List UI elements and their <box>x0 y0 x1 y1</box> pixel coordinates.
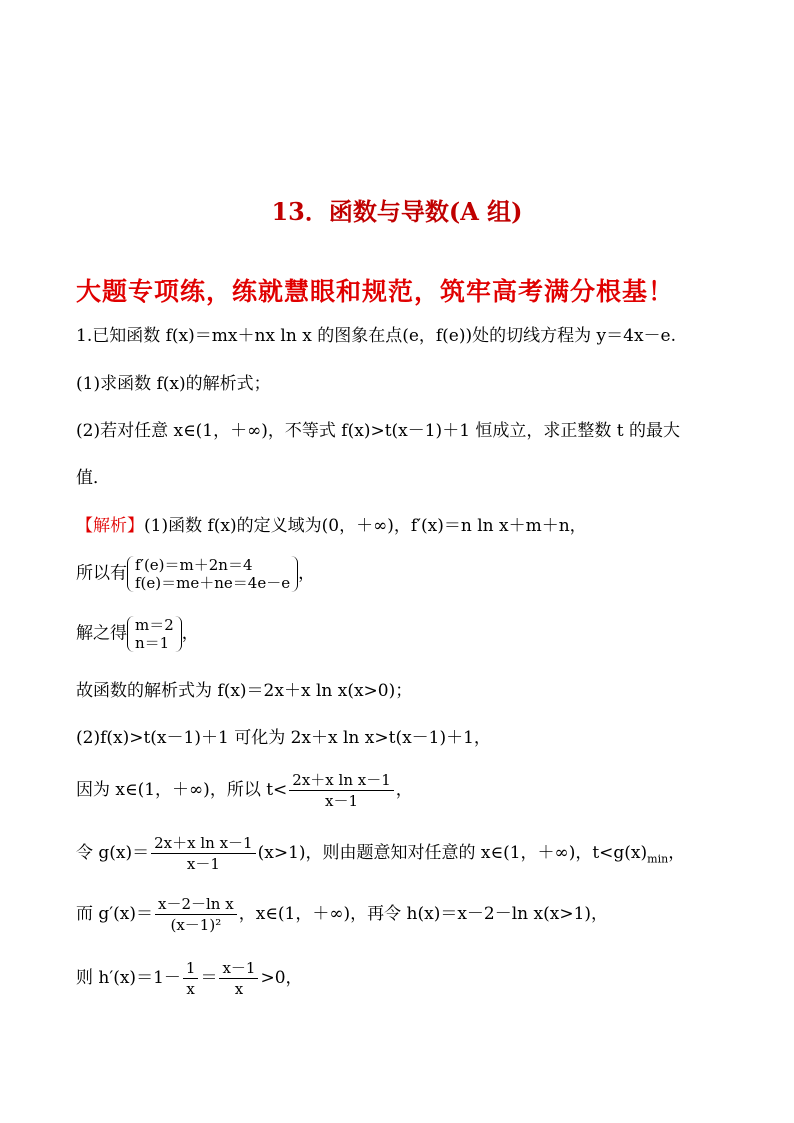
solution-text: ＝ <box>200 968 218 988</box>
solution-text: ， <box>395 780 413 800</box>
fraction <box>151 833 255 874</box>
solution-text: ， <box>668 843 686 863</box>
equation: f(e)＝me＋ne＝4e－e <box>135 574 291 592</box>
brace <box>175 616 182 652</box>
solution-text: 则 h′(x)＝1－ <box>76 968 181 988</box>
numerator: 1 <box>183 958 199 979</box>
solution-line-5: (2)f(x)>t(x－1)＋1 可化为 2x＋x ln x>t(x－1)＋1， <box>76 728 491 748</box>
solution-text: 所以有 <box>76 563 127 584</box>
equation: m＝2 <box>135 616 174 634</box>
solution-line-2 <box>76 556 315 592</box>
solution-text: ， <box>181 623 199 644</box>
equation-system <box>127 616 182 652</box>
numerator: x－1 <box>219 958 258 979</box>
solution-text: (x>1)，则由题意知对任意的 x∈(1，＋∞)，t<g(x) <box>257 843 648 863</box>
equation-system <box>127 556 298 592</box>
question-part-2: (2)若对任意 x∈(1，＋∞)，不等式 f(x)>t(x－1)＋1 恒成立，求正整数 t 的最大 <box>76 421 681 441</box>
solution-text: 因为 x∈(1，＋∞)，所以 t< <box>76 780 288 800</box>
solution-text: 而 g′(x)＝ <box>76 904 153 924</box>
solution-line-6 <box>76 770 413 811</box>
solution-text: 令 g(x)＝ <box>76 843 150 863</box>
denominator: (x－1)² <box>170 916 222 934</box>
brace <box>291 556 298 592</box>
question-stem: 1.已知函数 f(x)＝mx＋nx ln x 的图象在点(e，f(e))处的切线方程为 y＝4x－e. <box>76 326 677 346</box>
solution-line-3 <box>76 616 199 652</box>
solution-line-7 <box>76 833 685 874</box>
denominator: x－1 <box>186 855 220 873</box>
solution-text: (1)函数 f(x)的定义域为(0，＋∞)，f′(x)＝n ln x＋m＋n， <box>144 516 587 536</box>
numerator: x－2－ln x <box>155 894 237 915</box>
brace <box>127 616 134 652</box>
question-part-2-cont: 值． <box>76 468 110 488</box>
question-part-1: (1)求函数 f(x)的解析式； <box>76 374 271 394</box>
solution-text: ，x∈(1，＋∞)，再令 h(x)＝x－2－ln x(x>1)， <box>238 904 609 924</box>
page-title: 13．函数与导数(A 组) <box>271 197 523 226</box>
numerator: 2x＋x ln x－1 <box>151 833 255 854</box>
solution-line-8 <box>76 894 608 935</box>
solution-line-9 <box>76 958 303 999</box>
solution-text: ， <box>298 563 316 584</box>
solution-line-1 <box>76 515 587 537</box>
solution-line-4: 故函数的解析式为 f(x)＝2x＋x ln x(x>0)； <box>76 681 413 701</box>
fraction <box>219 958 258 999</box>
brace <box>127 556 134 592</box>
denominator: x <box>186 980 195 998</box>
denominator: x－1 <box>325 792 359 810</box>
slogan: 大题专项练，练就慧眼和规范，筑牢高考满分根基！ <box>76 277 675 306</box>
solution-tag: 【解析】 <box>76 516 144 536</box>
fraction <box>183 958 199 999</box>
subscript: min <box>647 852 669 866</box>
numerator: 2x＋x ln x－1 <box>289 770 393 791</box>
solution-text: 解之得 <box>76 623 127 644</box>
solution-text: >0， <box>260 968 303 988</box>
equation: n＝1 <box>135 634 170 652</box>
denominator: x <box>234 980 244 998</box>
equation: f′(e)＝m＋2n＝4 <box>135 556 253 574</box>
fraction <box>155 894 237 935</box>
fraction <box>289 770 393 811</box>
